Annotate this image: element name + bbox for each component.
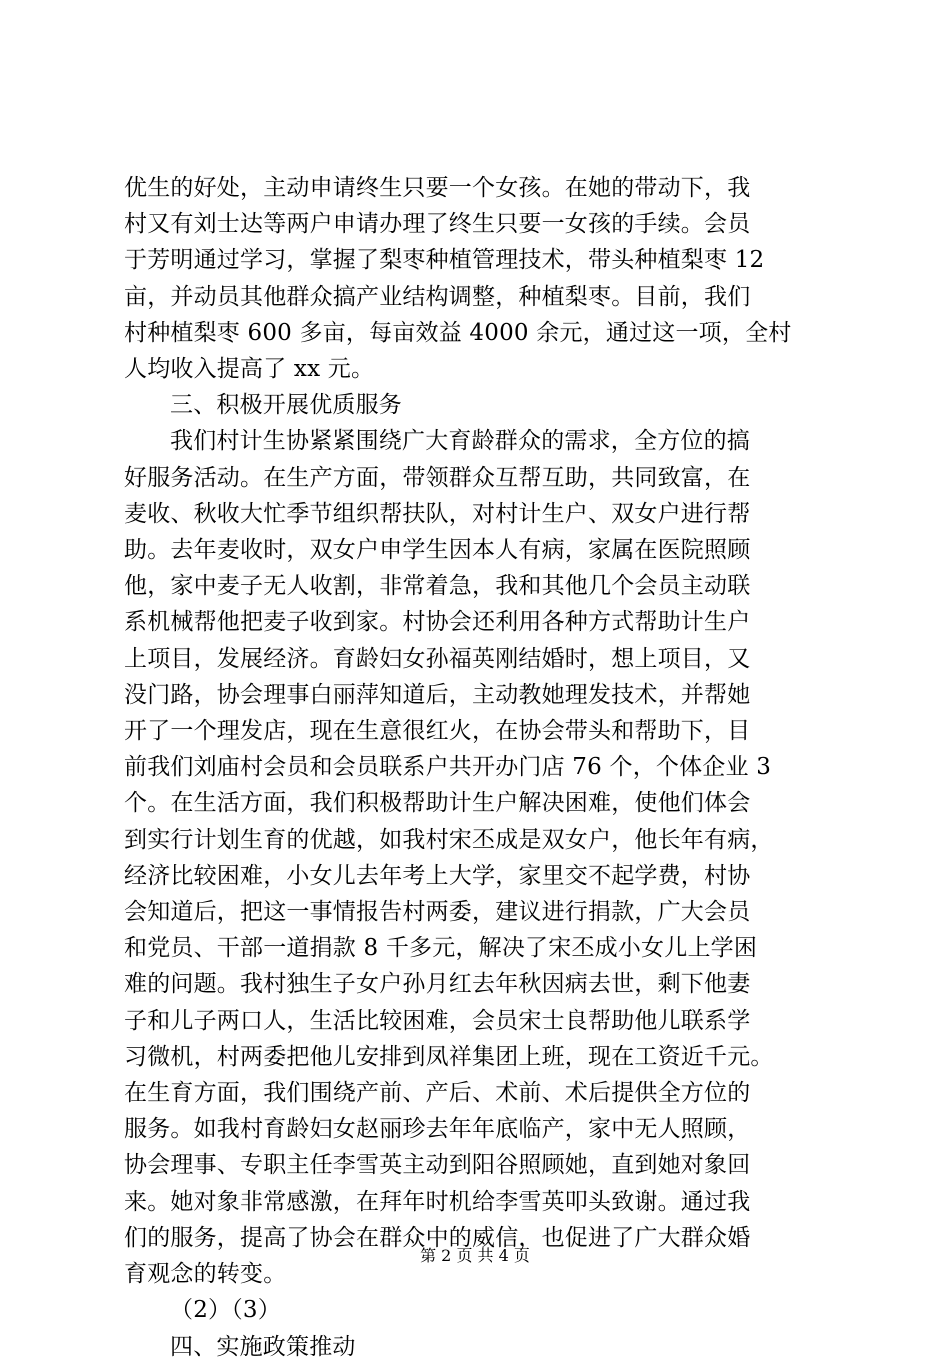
paragraph-line: 服务。如我村育龄妇女赵丽珍去年年底临产，家中无人照顾， bbox=[124, 1116, 751, 1143]
paragraph-line: 在生育方面，我们围绕产前、产后、术前、术后提供全方位的 bbox=[124, 1080, 751, 1107]
paragraph-line: 到实行计划生育的优越，如我村宋丕成是双女户，他长年有病， bbox=[124, 826, 774, 853]
paragraph-line: 协会理事、专职主任李雪英主动到阳谷照顾她，直到她对象回 bbox=[124, 1152, 751, 1179]
paragraph-line: 和党员、干部一道捐款 8 千多元，解决了宋丕成小女儿上学困 bbox=[124, 935, 758, 962]
paragraph-line: 村又有刘士达等两户申请办理了终生只要一女孩的手续。会员 bbox=[124, 211, 751, 238]
paragraph-line: 来。她对象非常感激，在拜年时机给李雪英叩头致谢。通过我 bbox=[124, 1188, 751, 1215]
paragraph-line: 难的问题。我村独生子女户孙月红去年秋因病去世，剩下他妻 bbox=[124, 971, 751, 998]
paragraph-line: 村种植梨枣 600 多亩，每亩效益 4000 余元，通过这一项，全村 bbox=[124, 319, 792, 346]
section-heading-4: 四、实施政策推动 bbox=[170, 1333, 356, 1360]
marker-line: （2）（3） bbox=[170, 1297, 281, 1324]
paragraph-2 bbox=[124, 423, 834, 1292]
paragraph-line: 优生的好处，主动申请终生只要一个女孩。在她的带动下，我 bbox=[124, 175, 751, 201]
paragraph-line: 麦收、秋收大忙季节组织帮扶队，对村计生户、双女户进行帮 bbox=[124, 500, 751, 527]
paragraph-line: 上项目，发展经济。育龄妇女孙福英刚结婚时，想上项目，又 bbox=[124, 645, 751, 672]
paragraph-line: 们的服务，提高了协会在群众中的威信，也促进了广大群众婚 bbox=[124, 1224, 751, 1251]
document-body bbox=[124, 170, 834, 1365]
paragraph-line: 开了一个理发店，现在生意很红火，在协会带头和帮助下，目 bbox=[124, 718, 751, 745]
paragraph-line: 系机械帮他把麦子收到家。村协会还利用各种方式帮助计生户 bbox=[124, 609, 751, 636]
paragraph-line: 经济比较困难，小女儿去年考上大学，家里交不起学费，村协 bbox=[124, 862, 751, 889]
paragraph-line: 前我们刘庙村会员和会员联系户共开办门店 76 个，个体企业 3 bbox=[124, 754, 772, 781]
page-footer bbox=[0, 1243, 950, 1266]
paragraph-1 bbox=[124, 170, 834, 387]
section-heading-3: 三、积极开展优质服务 bbox=[170, 392, 402, 419]
paragraph-line: 人均收入提高了 xx 元。 bbox=[124, 356, 375, 383]
paragraph-line: 会知道后，把这一事情报告村两委，建议进行捐款，广大会员 bbox=[124, 899, 751, 926]
page-number-label: 第 2 页 共 4 页 bbox=[420, 1246, 530, 1265]
paragraph-line: 育观念的转变。 bbox=[124, 1261, 287, 1288]
paragraph-line: 没门路，协会理事白丽萍知道后，主动教她理发技术，并帮她 bbox=[124, 681, 751, 708]
paragraph-line: 好服务活动。在生产方面，带领群众互帮互助，共同致富，在 bbox=[124, 464, 751, 491]
paragraph-line: 亩，并动员其他群众搞产业结构调整，种植梨枣。目前，我们 bbox=[124, 283, 751, 310]
paragraph-line: 习微机，村两委把他儿安排到凤祥集团上班，现在工资近千元。 bbox=[124, 1043, 774, 1070]
paragraph-line: 我们村计生协紧紧围绕广大育龄群众的需求，全方位的搞 bbox=[170, 428, 750, 455]
paragraph-line: 助。去年麦收时，双女户申学生因本人有病，家属在医院照顾 bbox=[124, 537, 751, 564]
paragraph-line: 于芳明通过学习，掌握了梨枣种植管理技术，带头种植梨枣 12 bbox=[124, 247, 765, 274]
paragraph-line: 他，家中麦子无人收割，非常着急，我和其他几个会员主动联 bbox=[124, 573, 751, 600]
paragraph-line: 子和儿子两口人，生活比较困难，会员宋士良帮助他儿联系学 bbox=[124, 1007, 751, 1034]
paragraph-line: 个。在生活方面，我们积极帮助计生户解决困难，使他们体会 bbox=[124, 790, 751, 817]
